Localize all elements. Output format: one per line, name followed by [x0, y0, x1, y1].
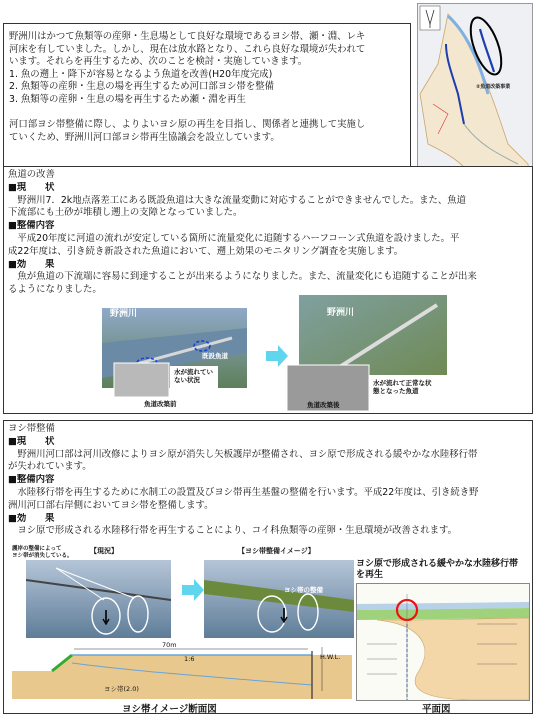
fishway-work-line: 成22年度は、引き続き新設された魚道において、遡上効果のモニタリング調査を実施します。	[8, 245, 404, 257]
before-caption: 魚道改築前	[144, 400, 177, 408]
intro-line: 野洲川はかつて魚類等の産卵・生息場として良好な環境であるヨシ帯、瀬・淵、レキ	[9, 31, 366, 42]
intro-line: います。それらを再生するため、次のことを検討・実施していきます。	[9, 56, 308, 68]
reed-current-photo	[12, 546, 172, 638]
fishway-work-heading: ■整備内容	[8, 220, 55, 232]
fishway-after-photo	[287, 295, 447, 411]
fishway-before-photo	[102, 308, 247, 410]
fishway-effect-heading: ■効 果	[8, 258, 55, 270]
section-width: 70m	[162, 641, 177, 649]
map-svg	[418, 4, 532, 188]
fishway-title: 魚道の改善	[8, 169, 55, 180]
location-map	[417, 3, 533, 189]
after-note: 水が流れて正常な状 態となった魚道	[373, 379, 432, 395]
section-caption: ヨシ帯イメージ断面図	[122, 704, 217, 715]
section-reeds: ヨシ帯(2.0)	[104, 685, 139, 693]
fishway-arrow-icon	[266, 345, 288, 367]
reed-image-label: 【ヨシ帯整備イメージ】	[238, 547, 315, 555]
intro-box	[3, 23, 411, 183]
before-river-label: 野洲川	[110, 309, 138, 319]
fishway-effect-line: るようになりました。	[8, 284, 102, 296]
reed-section	[3, 420, 533, 714]
intro-line	[9, 107, 365, 120]
map-label: ②魚道改築事業	[476, 84, 511, 90]
before-note: 水が流れてい ない状況	[174, 368, 213, 384]
reed-section-drawing	[12, 641, 352, 699]
intro-line: 1. 魚の遡上・降下が容易となるよう魚道を改善(H20年度完成)	[9, 68, 273, 80]
fishway-work-line: 平成20年度に河道の流れが安定している箇所に流量変化に追随するハーフコーン式魚道を設けました。平	[8, 232, 460, 244]
intro-line: 河口部ヨシ帯整備に際し、よりよいヨシ原の再生を目指し、関係者と連携して実施し	[9, 119, 366, 131]
section-water-level: H.W.L.	[320, 653, 341, 661]
before-fishway-label: 既設魚道	[202, 352, 228, 360]
reed-current-line: 野洲川河口部は河川改修によりヨシ原が消失し矢板護岸が整備され、ヨシ原で形成される緩やかな水陸移行帯	[8, 448, 478, 460]
fishway-section	[3, 166, 533, 414]
reed-work-line: 洲川河口部右岸側においてヨシ帯を整備します。	[8, 499, 214, 511]
intro-line: ていくため、野洲川河口部ヨシ帯再生協議会を設立しています。	[9, 131, 280, 143]
intro-line: 3. 魚類等の産卵・生息の場を再生するため瀬・淵を再生	[9, 93, 246, 105]
plan-caption: 平面図	[422, 704, 451, 715]
reed-effect-heading: ■効 果	[8, 512, 55, 524]
reed-image-photo	[204, 546, 354, 638]
reed-current-line: が失われています。	[8, 461, 92, 473]
intro-line: 2. 魚類等の産卵・生息の場を再生するため河口部ヨシ帯を整備	[9, 81, 275, 93]
reed-title: ヨシ帯整備	[8, 423, 55, 434]
reed-image-note: ヨシ帯の整備	[284, 586, 323, 594]
after-river-label: 野洲川	[327, 308, 355, 318]
reed-current-label: 【現況】	[90, 547, 118, 555]
intro-line: 河床を有していました。しかし、現在は放水路となり、これら良好な環境が失われて	[9, 43, 366, 55]
fishway-current-line: 野洲川7．2k地点落差工にある既設魚道は大きな流量変動に対応することができませんでした。また、魚道	[8, 194, 466, 206]
reed-work-heading: ■整備内容	[8, 474, 55, 486]
reed-current-note: 護岸の整備によって ヨシ帯が消失している。	[12, 546, 73, 559]
intro-text	[9, 31, 365, 144]
reed-work-line: 水陸移行帯を再生するために水制工の設置及びヨシ帯再生基盤の整備を行います。平成22年度は、引き続き野	[8, 486, 479, 498]
reed-side-title: ヨシ原で形成される緩やかな水陸移行帯 を再生	[356, 559, 519, 580]
section-slope: 1:6	[184, 655, 195, 663]
reed-arrow-icon	[182, 579, 204, 601]
fishway-effect-line: 魚が魚道の下流端に容易に到達することが出来るようになりました。また、流量変化にも追随することが出来	[8, 271, 477, 283]
fishway-current-line: 下流部にも土砂が堆積し遡上の支障となっていました。	[8, 207, 243, 219]
after-caption: 魚道改築後	[307, 401, 340, 409]
fishway-current-heading: ■現 状	[8, 181, 55, 193]
reed-plan-view	[356, 583, 530, 701]
reed-effect-line: ヨシ原で形成される水陸移行帯を再生することにより、コイ科魚類等の産卵・生息環境が改善されます。	[8, 525, 457, 537]
reed-current-heading: ■現 状	[8, 435, 55, 447]
